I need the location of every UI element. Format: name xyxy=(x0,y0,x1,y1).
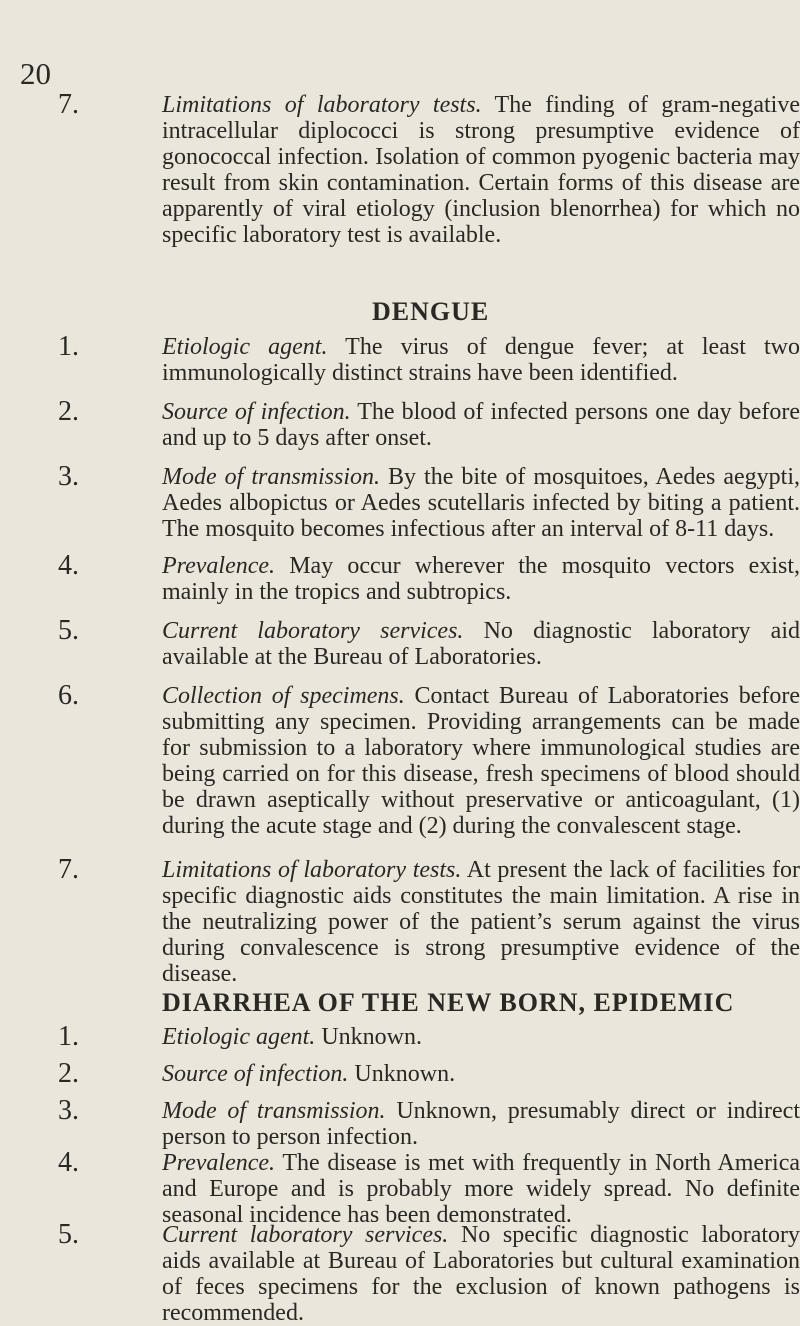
page-number: 20 xyxy=(20,56,51,91)
list-item xyxy=(58,680,800,839)
item-body: The finding of gram-negative intracellular diplococci is strong presumptive evidence of gonococcal infection. Isolation of common pyogenic bacteria may result from skin contamination. Certain forms of this disease are apparently of viral etiology (inclusion blenorrhea) for which no specific laboratory test is available. xyxy=(162,92,800,248)
item-number: 3. xyxy=(58,1095,79,1126)
item-text xyxy=(162,1150,800,1228)
item-text xyxy=(162,1098,800,1150)
item-text xyxy=(162,618,800,670)
item-lead: Source of infection. xyxy=(162,399,351,425)
item-body: At present the lack of facilities for specific diagnostic aids constitutes the main limitation. A rise in the neutralizing power of the patient’s serum against the virus during convalescence is strong presumptive evidence of the disease. xyxy=(162,857,800,987)
item-body: The virus of dengue fever; at least two immunologically distinct strains have been identified. xyxy=(162,334,800,386)
item-text xyxy=(162,334,800,386)
list-item xyxy=(58,1095,800,1150)
item-lead: Source of infection. xyxy=(162,1061,349,1087)
item-number: 2. xyxy=(58,1058,79,1089)
item-body: Unknown. xyxy=(321,1024,422,1050)
item-lead: Etiologic agent. xyxy=(162,334,328,360)
list-item xyxy=(58,461,800,542)
item-text xyxy=(162,92,800,248)
item-lead: Prevalence. xyxy=(162,553,276,579)
item-body: No specific diagnostic laboratory aids available at Bureau of Laboratories but cultural examination of feces specimens for the exclusion of known pathogens is recommended. xyxy=(162,1222,800,1326)
item-body: No diagnostic laboratory aid available at the Bureau of Laboratories. xyxy=(162,618,800,670)
item-text xyxy=(162,683,800,839)
list-item xyxy=(58,396,800,451)
item-text xyxy=(162,399,800,451)
item-body: Contact Bureau of Laboratories before submitting any specimen. Providing arrangements can be made for submission to a laboratory where immunological studies are being carried on for this disease, fresh specimens of blood should be drawn aseptically without preservative or anticoagulant, (1) during the acute stage and (2) during the convalescent stage. xyxy=(162,683,800,839)
item-body: The blood of infected persons one day before and up to 5 days after onset. xyxy=(162,399,800,451)
item-number: 1. xyxy=(58,331,79,362)
list-item xyxy=(58,615,800,670)
list-item xyxy=(58,331,800,386)
section-heading-diarrhea: DIARRHEA OF THE NEW BORN, EPIDEMIC xyxy=(162,988,735,1017)
item-lead: Current laboratory services. xyxy=(162,618,464,644)
item-number: 4. xyxy=(58,550,79,581)
item-text xyxy=(162,1024,800,1050)
item-number: 6. xyxy=(58,680,79,711)
list-item xyxy=(58,1058,800,1089)
list-item xyxy=(58,854,800,987)
item-number: 1. xyxy=(58,1021,79,1052)
item-lead: Collection of specimens. xyxy=(162,683,405,709)
item-body: Unknown, presumably direct or indirect person to person infection. xyxy=(162,1098,800,1150)
item-lead: Etiologic agent. xyxy=(162,1024,316,1050)
item-number: 3. xyxy=(58,461,79,492)
item-body: By the bite of mosquitoes, Aedes aegypti, Aedes albopictus or Aedes scutellaris infected by biting a patient. The mosquito becomes infectious after an interval of 8-11 days. xyxy=(162,464,800,542)
item-number: 5. xyxy=(58,1219,79,1250)
item-number: 7. xyxy=(58,854,79,885)
section-heading-dengue: DENGUE xyxy=(372,297,490,326)
item-number: 5. xyxy=(58,615,79,646)
item-lead: Limitations of laboratory tests. xyxy=(162,857,462,883)
list-item xyxy=(58,1021,800,1052)
item-number: 2. xyxy=(58,396,79,427)
item-number: 7. xyxy=(58,89,79,120)
item-body: May occur wherever the mosquito vectors exist, mainly in the tropics and subtropics. xyxy=(162,553,800,605)
list-item xyxy=(58,89,800,248)
item-text xyxy=(162,464,800,542)
item-number: 4. xyxy=(58,1147,79,1178)
item-text xyxy=(162,857,800,987)
item-text xyxy=(162,1222,800,1326)
item-text xyxy=(162,1061,800,1087)
list-item xyxy=(58,1219,800,1326)
item-text xyxy=(162,553,800,605)
list-item xyxy=(58,1147,800,1228)
item-lead: Mode of transmission. xyxy=(162,464,381,490)
list-item xyxy=(58,550,800,605)
item-lead: Prevalence. xyxy=(162,1150,276,1176)
item-lead: Limitations of laboratory tests. xyxy=(162,92,482,118)
item-lead: Current laboratory services. xyxy=(162,1222,449,1248)
item-lead: Mode of transmission. xyxy=(162,1098,386,1124)
item-body: Unknown. xyxy=(354,1061,456,1087)
item-body: The disease is met with frequently in North America and Europe and is probably more widely spread. No definite seasonal incidence has been demonstrated. xyxy=(162,1150,800,1228)
